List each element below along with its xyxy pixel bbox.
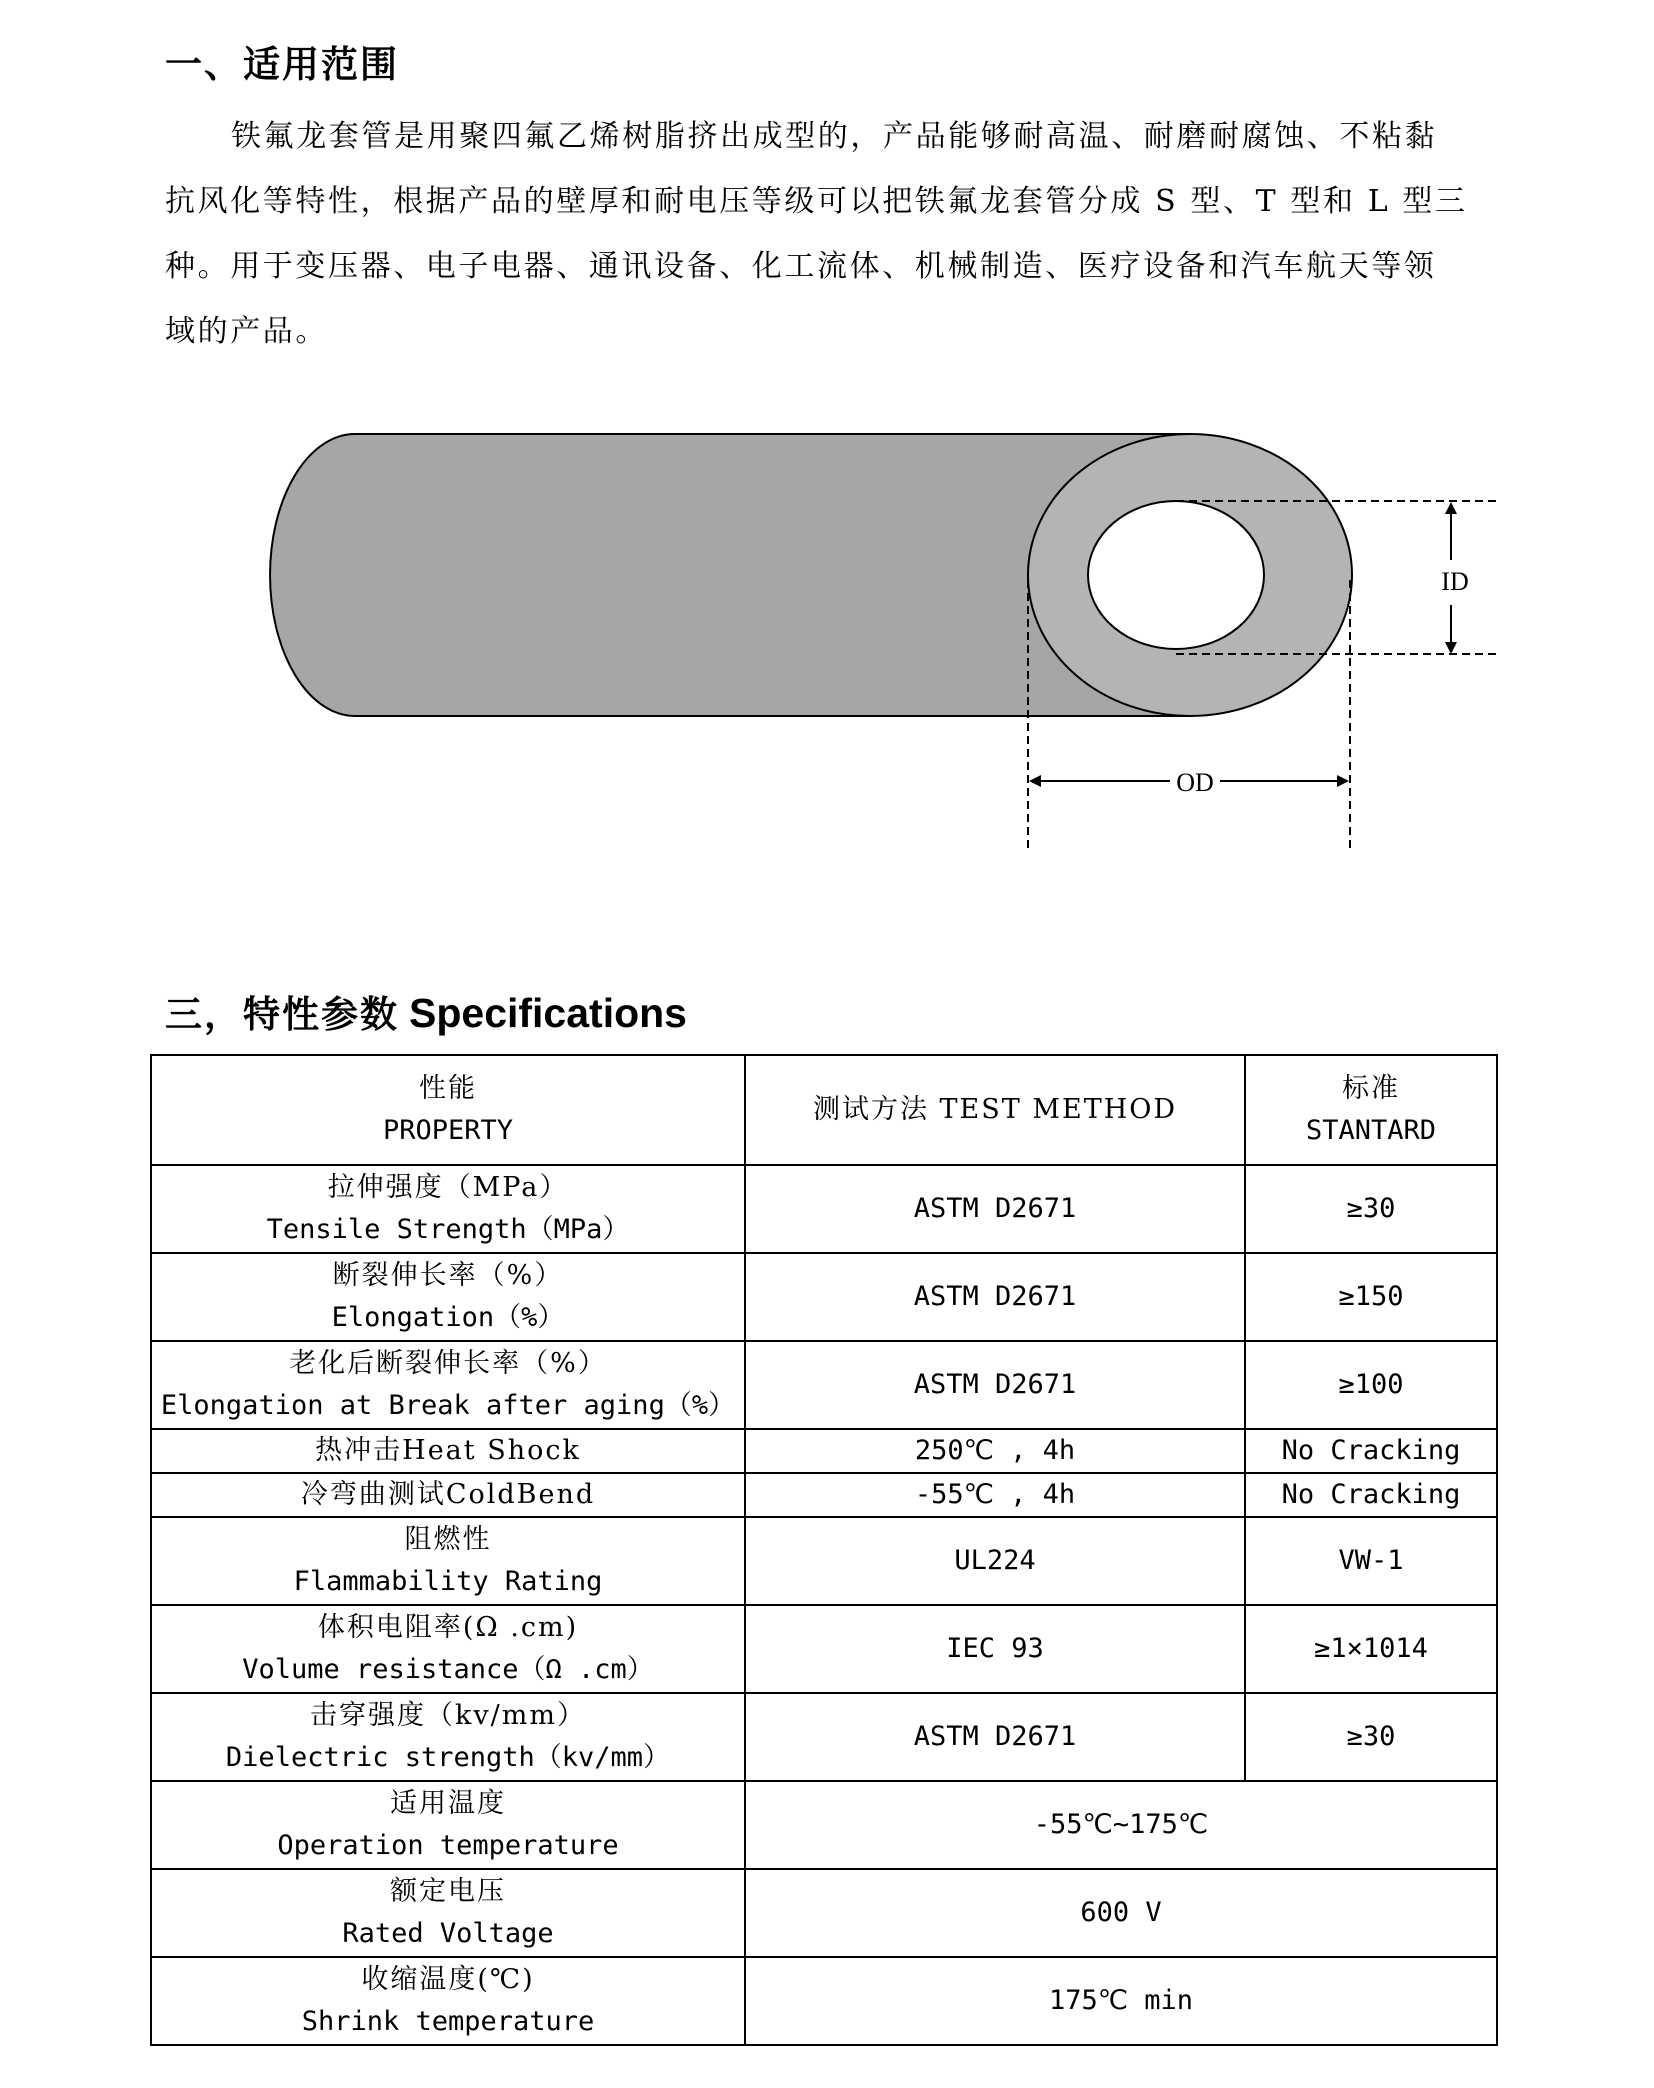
property-cell: 体积电阻率(Ω .cm) Volume resistance（Ω .cm）	[151, 1605, 745, 1693]
value-cell: 175℃ min	[745, 1957, 1497, 2045]
property-cell: 适用温度 Operation temperature	[151, 1781, 745, 1869]
specifications-table	[150, 1054, 1498, 2046]
value-cell: -55℃~175℃	[745, 1781, 1497, 1869]
standard-cell: VW-1	[1245, 1517, 1497, 1605]
id-label: ID	[1441, 567, 1469, 596]
tube-bore	[1088, 501, 1264, 649]
method-cell: -55℃ , 4h	[745, 1473, 1245, 1517]
standard-cell: ≥30	[1245, 1693, 1497, 1781]
property-cell: 收缩温度(℃) Shrink temperature	[151, 1957, 745, 2045]
standard-cell: No Cracking	[1245, 1429, 1497, 1473]
property-cell: 拉伸强度（MPa） Tensile Strength（MPa）	[151, 1165, 745, 1253]
table-row	[151, 1957, 1497, 2045]
table-row	[151, 1605, 1497, 1693]
property-cell: 老化后断裂伸长率（%） Elongation at Break after aging（%）	[151, 1341, 745, 1429]
table-row	[151, 1693, 1497, 1781]
standard-cell: ≥150	[1245, 1253, 1497, 1341]
table-row	[151, 1473, 1497, 1517]
table-row	[151, 1253, 1497, 1341]
property-cell: 热冲击Heat Shock	[151, 1429, 745, 1473]
table-row	[151, 1869, 1497, 1957]
table-row	[151, 1429, 1497, 1473]
intro-line: 抗风化等特性，根据产品的壁厚和耐电压等级可以把铁氟龙套管分成 S 型、T 型和 L 型三	[165, 184, 1468, 219]
method-cell: IEC 93	[745, 1605, 1245, 1693]
table-row	[151, 1781, 1497, 1869]
header-property: 性能 PROPERTY	[151, 1055, 745, 1165]
standard-cell: ≥30	[1245, 1165, 1497, 1253]
header-standard: 标准 STANTARD	[1245, 1055, 1497, 1165]
value-cell: 600 V	[745, 1869, 1497, 1957]
method-cell: ASTM D2671	[745, 1693, 1245, 1781]
method-cell: ASTM D2671	[745, 1253, 1245, 1341]
section-title-specifications	[165, 984, 687, 1038]
od-label: OD	[1176, 768, 1214, 797]
standard-cell: ≥100	[1245, 1341, 1497, 1429]
header-test-method: 测试方法 TEST METHOD	[745, 1055, 1245, 1165]
intro-line: 种。用于变压器、电子电器、通讯设备、化工流体、机械制造、医疗设备和汽车航天等领	[165, 249, 1437, 284]
method-cell: ASTM D2671	[745, 1341, 1245, 1429]
section-title-scope: 一、适用范围	[165, 43, 399, 86]
standard-cell: No Cracking	[1245, 1473, 1497, 1517]
property-cell: 额定电压 Rated Voltage	[151, 1869, 745, 1957]
table-row	[151, 1341, 1497, 1429]
intro-paragraph	[165, 104, 1485, 364]
property-cell: 断裂伸长率（%） Elongation（%）	[151, 1253, 745, 1341]
tube-diagram	[0, 400, 1654, 880]
standard-cell: ≥1×1014	[1245, 1605, 1497, 1693]
table-row	[151, 1165, 1497, 1253]
section-title-en: Specifications	[409, 990, 687, 1036]
intro-line: 铁氟龙套管是用聚四氟乙烯树脂挤出成型的，产品能够耐高温、耐磨耐腐蚀、不粘黏	[231, 119, 1438, 154]
table-header-row	[151, 1055, 1497, 1165]
table-row	[151, 1517, 1497, 1605]
method-cell: UL224	[745, 1517, 1245, 1605]
property-cell: 击穿强度（kv/mm） Dielectric strength（kv/mm）	[151, 1693, 745, 1781]
intro-line: 域的产品。	[165, 314, 328, 349]
property-cell: 阻燃性 Flammability Rating	[151, 1517, 745, 1605]
method-cell: 250℃ , 4h	[745, 1429, 1245, 1473]
property-cell: 冷弯曲测试ColdBend	[151, 1473, 745, 1517]
method-cell: ASTM D2671	[745, 1165, 1245, 1253]
section-title-cn: 三，特性参数	[165, 993, 399, 1036]
